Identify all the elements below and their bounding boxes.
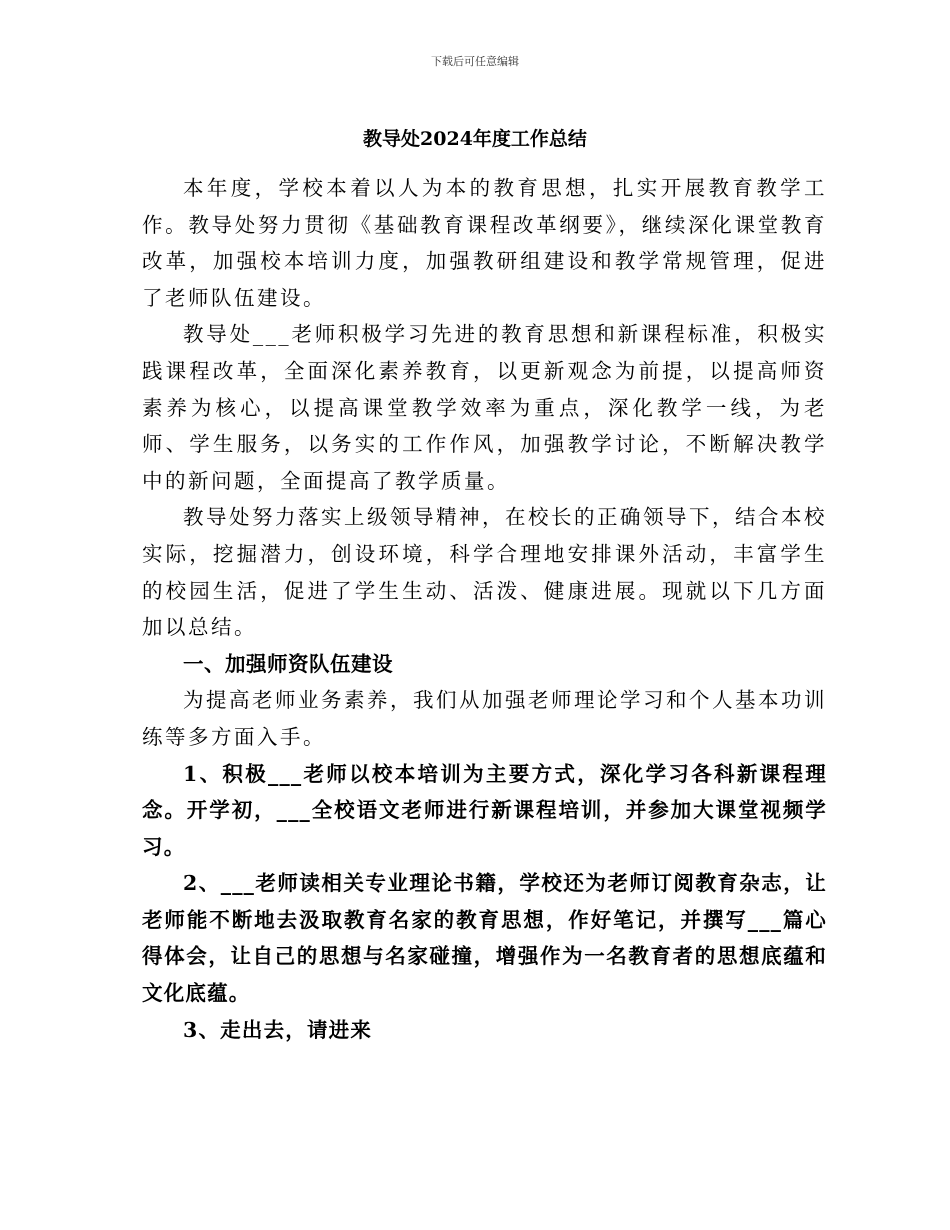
paragraph-teaching: 教导处___老师积极学习先进的教育思想和新课程标准，积极实践课程改革，全面深化素养教育，以更新观念为前提，以提高师资素养为核心，以提高课堂教学效率为重点，深化教学一线，为老师、学生服务，以务实的工作作风，加强教学讨论，不断解决教学中的新问题，全面提高了教学质量。 <box>142 322 827 493</box>
section-heading-1: 一、加强师资队伍建设 <box>183 651 393 676</box>
list-item-2: 2、___老师读相关专业理论书籍，学校还为老师订阅教育杂志，让老师能不断地去汲取教育名家的教育思想，作好笔记，并撰写___篇心得体会，让自己的思想与名家碰撞，增强作为一名教育者的思想底蕴和文化底蕴。 <box>142 871 827 1006</box>
section-intro-1: 为提高老师业务素养，我们从加强老师理论学习和个人基本功训练等多方面入手。 <box>142 688 827 749</box>
document-body <box>142 170 827 1048</box>
list-item-3: 3、走出去，请进来 <box>183 1017 373 1042</box>
paragraph-intro: 本年度，学校本着以人为本的教育思想，扎实开展教育教学工作。教导处努力贯彻《基础教育课程改革纲要》，继续深化课堂教育改革，加强校本培训力度，加强教研组建设和教学常规管理，促进了老师队伍建设。 <box>142 176 827 310</box>
list-item-1: 1、积极___老师以校本培训为主要方式，深化学习各科新课程理念。开学初，___全校语文老师进行新课程培训，并参加大课堂视频学习。 <box>142 761 827 859</box>
header-note: 下载后可任意编辑 <box>431 55 519 68</box>
paragraph-summary: 教导处努力落实上级领导精神，在校长的正确领导下，结合本校实际，挖掘潜力，创设环境，科学合理地安排课外活动，丰富学生的校园生活，促进了学生生动、活泼、健康进展。现就以下几方面加以总结。 <box>142 505 827 640</box>
document-title: 教导处2024年度工作总结 <box>363 128 587 150</box>
